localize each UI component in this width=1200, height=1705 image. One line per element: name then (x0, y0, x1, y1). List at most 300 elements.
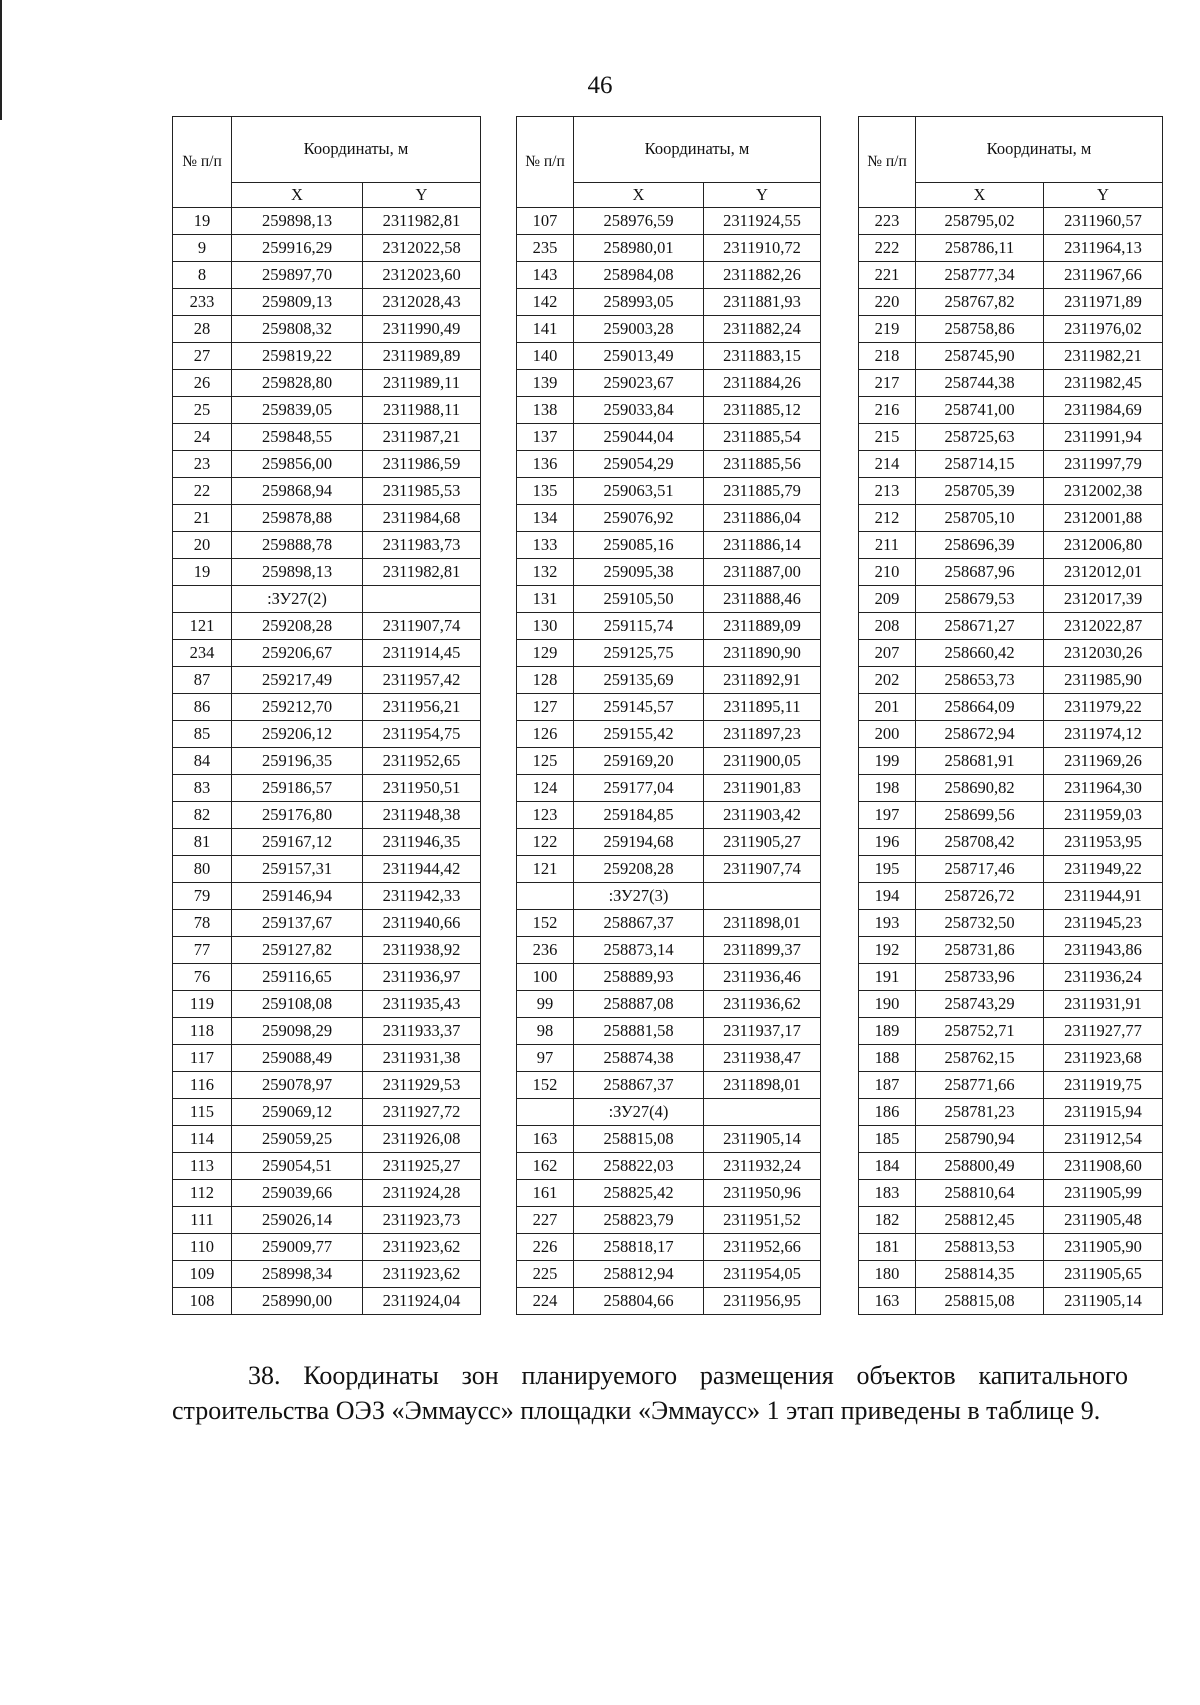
point-number-cell: 107 (517, 208, 574, 235)
header-number: № п/п (517, 117, 574, 208)
y-coordinate-cell: 2311912,54 (1044, 1126, 1163, 1153)
x-coordinate-cell: 258881,58 (574, 1018, 704, 1045)
x-coordinate-cell: 258790,94 (916, 1126, 1044, 1153)
table-row (517, 505, 821, 532)
y-coordinate-cell: 2312001,88 (1044, 505, 1163, 532)
point-number-cell: 97 (517, 1045, 574, 1072)
x-coordinate-cell: 258771,66 (916, 1072, 1044, 1099)
table-row (173, 451, 481, 478)
x-coordinate-cell: 258690,82 (916, 775, 1044, 802)
table-row (173, 613, 481, 640)
point-number-cell: 191 (859, 964, 916, 991)
header-number: № п/п (859, 117, 916, 208)
x-coordinate-cell: 258813,53 (916, 1234, 1044, 1261)
table-row (517, 343, 821, 370)
x-coordinate-cell: 259208,28 (574, 856, 704, 883)
table-row (859, 1072, 1163, 1099)
point-number-cell: 113 (173, 1153, 232, 1180)
x-coordinate-cell: 259194,68 (574, 829, 704, 856)
y-coordinate-cell: 2311925,27 (363, 1153, 481, 1180)
point-number-cell: 136 (517, 451, 574, 478)
point-number-cell: 129 (517, 640, 574, 667)
point-number-cell: 126 (517, 721, 574, 748)
table-row (859, 235, 1163, 262)
y-coordinate-cell: 2311885,56 (704, 451, 821, 478)
table-row (859, 856, 1163, 883)
y-coordinate-cell: 2311882,26 (704, 262, 821, 289)
table-row (173, 289, 481, 316)
table-row (173, 775, 481, 802)
point-number-cell: 100 (517, 964, 574, 991)
x-coordinate-cell: 258726,72 (916, 883, 1044, 910)
table-row (173, 829, 481, 856)
y-coordinate-cell: 2311887,00 (704, 559, 821, 586)
y-coordinate-cell: 2311964,30 (1044, 775, 1163, 802)
y-coordinate-cell: 2311905,65 (1044, 1261, 1163, 1288)
table-row (517, 721, 821, 748)
point-number-cell: 22 (173, 478, 232, 505)
x-coordinate-cell: 259176,80 (232, 802, 363, 829)
table-row (859, 964, 1163, 991)
table-row (517, 1234, 821, 1261)
y-coordinate-cell (704, 1099, 821, 1126)
y-coordinate-cell (704, 883, 821, 910)
point-number-cell: 112 (173, 1180, 232, 1207)
y-coordinate-cell: 2311957,42 (363, 667, 481, 694)
table-row (517, 856, 821, 883)
table-row (859, 883, 1163, 910)
left-margin-line (0, 0, 2, 120)
table-row (517, 586, 821, 613)
table-row (173, 883, 481, 910)
point-number-cell: 196 (859, 829, 916, 856)
y-coordinate-cell: 2311923,68 (1044, 1045, 1163, 1072)
table-row (517, 694, 821, 721)
y-coordinate-cell: 2311914,45 (363, 640, 481, 667)
point-number-cell: 98 (517, 1018, 574, 1045)
table-row (173, 208, 481, 235)
y-coordinate-cell: 2311923,73 (363, 1207, 481, 1234)
x-coordinate-cell: 258867,37 (574, 910, 704, 937)
x-coordinate-cell: 259125,75 (574, 640, 704, 667)
y-coordinate-cell: 2312017,39 (1044, 586, 1163, 613)
point-number-cell: 186 (859, 1099, 916, 1126)
table-row (859, 262, 1163, 289)
x-coordinate-cell: 258741,00 (916, 397, 1044, 424)
point-number-cell: 227 (517, 1207, 574, 1234)
header-coordinates: Координаты, м (574, 117, 821, 183)
point-number-cell: 110 (173, 1234, 232, 1261)
x-coordinate-cell: 258744,38 (916, 370, 1044, 397)
point-number-cell: 140 (517, 343, 574, 370)
y-coordinate-cell: 2311933,37 (363, 1018, 481, 1045)
y-coordinate-cell: 2312022,58 (363, 235, 481, 262)
table-row (859, 505, 1163, 532)
y-coordinate-cell: 2311882,24 (704, 316, 821, 343)
coordinates-table-2 (516, 116, 821, 1315)
table-row (173, 991, 481, 1018)
x-coordinate-cell: 259828,80 (232, 370, 363, 397)
point-number-cell: 188 (859, 1045, 916, 1072)
y-coordinate-cell: 2311910,72 (704, 235, 821, 262)
y-coordinate-cell: 2311907,74 (363, 613, 481, 640)
x-coordinate-cell: 259878,88 (232, 505, 363, 532)
x-coordinate-cell: 258681,91 (916, 748, 1044, 775)
point-number-cell: 200 (859, 721, 916, 748)
header-coordinates: Координаты, м (916, 117, 1163, 183)
x-coordinate-cell: 259116,65 (232, 964, 363, 991)
point-number-cell: 213 (859, 478, 916, 505)
point-number-cell: 134 (517, 505, 574, 532)
point-number-cell: 24 (173, 424, 232, 451)
x-coordinate-cell: 259868,94 (232, 478, 363, 505)
x-coordinate-cell: 259108,08 (232, 991, 363, 1018)
y-coordinate-cell: 2311885,54 (704, 424, 821, 451)
table-row (859, 559, 1163, 586)
y-coordinate-cell: 2311940,66 (363, 910, 481, 937)
table-row (173, 235, 481, 262)
table-row (173, 748, 481, 775)
table-row (517, 1288, 821, 1315)
table-row (517, 964, 821, 991)
y-coordinate-cell: 2311989,11 (363, 370, 481, 397)
point-number-cell: 137 (517, 424, 574, 451)
x-coordinate-cell: 258795,02 (916, 208, 1044, 235)
x-coordinate-cell: 259078,97 (232, 1072, 363, 1099)
table-row (859, 1126, 1163, 1153)
point-number-cell: 222 (859, 235, 916, 262)
x-coordinate-cell: 259916,29 (232, 235, 363, 262)
x-coordinate-cell: 259888,78 (232, 532, 363, 559)
y-coordinate-cell: 2311953,95 (1044, 829, 1163, 856)
point-number-cell: 78 (173, 910, 232, 937)
table-row (859, 424, 1163, 451)
x-coordinate-cell: 258823,79 (574, 1207, 704, 1234)
y-coordinate-cell: 2311946,35 (363, 829, 481, 856)
point-number-cell: 219 (859, 316, 916, 343)
x-coordinate-cell: 259206,12 (232, 721, 363, 748)
table-row (517, 613, 821, 640)
table-row (859, 397, 1163, 424)
y-coordinate-cell: 2311991,94 (1044, 424, 1163, 451)
y-coordinate-cell: 2311926,08 (363, 1126, 481, 1153)
x-coordinate-cell: 258815,08 (574, 1126, 704, 1153)
table-row (173, 910, 481, 937)
point-number-cell: 215 (859, 424, 916, 451)
x-coordinate-cell: 258717,46 (916, 856, 1044, 883)
x-coordinate-cell: 258887,08 (574, 991, 704, 1018)
table-row (517, 883, 821, 910)
x-coordinate-cell: 259098,29 (232, 1018, 363, 1045)
x-coordinate-cell: 258767,82 (916, 289, 1044, 316)
x-coordinate-cell: 259095,38 (574, 559, 704, 586)
table-row (173, 370, 481, 397)
x-coordinate-cell: 259088,49 (232, 1045, 363, 1072)
y-coordinate-cell: 2311924,55 (704, 208, 821, 235)
x-coordinate-cell: 258867,37 (574, 1072, 704, 1099)
table-row (173, 964, 481, 991)
x-coordinate-cell: 259127,82 (232, 937, 363, 964)
table-row (173, 586, 481, 613)
point-number-cell: 28 (173, 316, 232, 343)
table-row (173, 424, 481, 451)
x-coordinate-cell: 259026,14 (232, 1207, 363, 1234)
point-number-cell: 161 (517, 1180, 574, 1207)
x-coordinate-cell: 259184,85 (574, 802, 704, 829)
x-coordinate-cell: 259897,70 (232, 262, 363, 289)
point-number-cell (173, 586, 232, 613)
x-coordinate-cell: 259063,51 (574, 478, 704, 505)
y-coordinate-cell: 2311885,79 (704, 478, 821, 505)
y-coordinate-cell: 2311927,77 (1044, 1018, 1163, 1045)
y-coordinate-cell: 2311959,03 (1044, 802, 1163, 829)
point-number-cell: 118 (173, 1018, 232, 1045)
table-row (173, 1018, 481, 1045)
x-coordinate-cell: 259054,51 (232, 1153, 363, 1180)
table-row (173, 721, 481, 748)
x-coordinate-cell: 258781,23 (916, 1099, 1044, 1126)
y-coordinate-cell: 2311945,23 (1044, 910, 1163, 937)
point-number-cell: 25 (173, 397, 232, 424)
table-row (173, 1180, 481, 1207)
point-number-cell: 226 (517, 1234, 574, 1261)
y-coordinate-cell (363, 586, 481, 613)
table-row (859, 370, 1163, 397)
point-number-cell: 128 (517, 667, 574, 694)
y-coordinate-cell: 2311943,86 (1044, 937, 1163, 964)
point-number-cell: 212 (859, 505, 916, 532)
x-coordinate-cell: 259039,66 (232, 1180, 363, 1207)
point-number-cell: 189 (859, 1018, 916, 1045)
point-number-cell: 233 (173, 289, 232, 316)
point-number-cell: 83 (173, 775, 232, 802)
point-number-cell: 211 (859, 532, 916, 559)
table-row (517, 370, 821, 397)
y-coordinate-cell: 2311936,97 (363, 964, 481, 991)
point-number-cell: 87 (173, 667, 232, 694)
coordinates-table-1 (172, 116, 481, 1315)
point-number-cell: 125 (517, 748, 574, 775)
point-number-cell: 84 (173, 748, 232, 775)
y-coordinate-cell: 2311905,90 (1044, 1234, 1163, 1261)
table-row (859, 937, 1163, 964)
x-coordinate-cell: 258804,66 (574, 1288, 704, 1315)
point-number-cell: 185 (859, 1126, 916, 1153)
table-row (517, 1126, 821, 1153)
x-coordinate-cell: 258714,15 (916, 451, 1044, 478)
point-number-cell: 130 (517, 613, 574, 640)
point-number-cell: 116 (173, 1072, 232, 1099)
point-number-cell: 77 (173, 937, 232, 964)
y-coordinate-cell: 2311983,73 (363, 532, 481, 559)
table-row (173, 1234, 481, 1261)
table-row (517, 1099, 821, 1126)
y-coordinate-cell: 2311997,79 (1044, 451, 1163, 478)
y-coordinate-cell: 2311951,52 (704, 1207, 821, 1234)
point-number-cell (517, 1099, 574, 1126)
point-number-cell: 141 (517, 316, 574, 343)
table-row (173, 1288, 481, 1315)
x-coordinate-cell: 259808,32 (232, 316, 363, 343)
y-coordinate-cell: 2311952,66 (704, 1234, 821, 1261)
table-row (859, 1045, 1163, 1072)
y-coordinate-cell: 2311897,23 (704, 721, 821, 748)
y-coordinate-cell: 2311907,74 (704, 856, 821, 883)
y-coordinate-cell: 2311954,05 (704, 1261, 821, 1288)
x-coordinate-cell: 258745,90 (916, 343, 1044, 370)
x-coordinate-cell: 258732,50 (916, 910, 1044, 937)
table-row (517, 910, 821, 937)
point-number-cell: 19 (173, 559, 232, 586)
section-label-cell: :ЗУ27(4) (574, 1099, 704, 1126)
y-coordinate-cell: 2311889,09 (704, 613, 821, 640)
y-coordinate-cell: 2311883,15 (704, 343, 821, 370)
y-coordinate-cell: 2311982,81 (363, 208, 481, 235)
y-coordinate-cell: 2311886,04 (704, 505, 821, 532)
table-row (173, 694, 481, 721)
y-coordinate-cell: 2311931,91 (1044, 991, 1163, 1018)
point-number-cell: 108 (173, 1288, 232, 1315)
y-coordinate-cell: 2312006,80 (1044, 532, 1163, 559)
y-coordinate-cell: 2312023,60 (363, 262, 481, 289)
x-coordinate-cell: 259085,16 (574, 532, 704, 559)
table-row (517, 289, 821, 316)
x-coordinate-cell: 259169,20 (574, 748, 704, 775)
table-row (173, 532, 481, 559)
point-number-cell: 79 (173, 883, 232, 910)
point-number-cell: 223 (859, 208, 916, 235)
point-number-cell: 152 (517, 1072, 574, 1099)
table-row (517, 640, 821, 667)
x-coordinate-cell: 258825,42 (574, 1180, 704, 1207)
y-coordinate-cell: 2311927,72 (363, 1099, 481, 1126)
point-number-cell: 195 (859, 856, 916, 883)
table-row (173, 640, 481, 667)
y-coordinate-cell: 2311967,66 (1044, 262, 1163, 289)
y-coordinate-cell: 2311964,13 (1044, 235, 1163, 262)
x-coordinate-cell: 258815,08 (916, 1288, 1044, 1315)
point-number-cell: 143 (517, 262, 574, 289)
y-coordinate-cell: 2311905,27 (704, 829, 821, 856)
table-row (517, 559, 821, 586)
point-number-cell: 23 (173, 451, 232, 478)
y-coordinate-cell: 2311984,69 (1044, 397, 1163, 424)
y-coordinate-cell: 2311982,81 (363, 559, 481, 586)
point-number-cell: 182 (859, 1207, 916, 1234)
x-coordinate-cell: 259157,31 (232, 856, 363, 883)
y-coordinate-cell: 2311987,21 (363, 424, 481, 451)
y-coordinate-cell: 2311936,62 (704, 991, 821, 1018)
point-number-cell: 234 (173, 640, 232, 667)
y-coordinate-cell: 2311986,59 (363, 451, 481, 478)
point-number-cell: 216 (859, 397, 916, 424)
x-coordinate-cell: 259167,12 (232, 829, 363, 856)
header-x: X (574, 183, 704, 208)
point-number-cell: 121 (517, 856, 574, 883)
x-coordinate-cell: 259217,49 (232, 667, 363, 694)
x-coordinate-cell: 259076,92 (574, 505, 704, 532)
point-number-cell: 192 (859, 937, 916, 964)
point-number-cell: 202 (859, 667, 916, 694)
table-row (517, 262, 821, 289)
table-row (173, 856, 481, 883)
y-coordinate-cell: 2311931,38 (363, 1045, 481, 1072)
y-coordinate-cell: 2312030,26 (1044, 640, 1163, 667)
x-coordinate-cell: 258800,49 (916, 1153, 1044, 1180)
y-coordinate-cell: 2311888,46 (704, 586, 821, 613)
table-row (859, 640, 1163, 667)
x-coordinate-cell: 259186,57 (232, 775, 363, 802)
x-coordinate-cell: 259044,04 (574, 424, 704, 451)
table-row (859, 1018, 1163, 1045)
x-coordinate-cell: 258873,14 (574, 937, 704, 964)
point-number-cell: 183 (859, 1180, 916, 1207)
table-row (859, 1234, 1163, 1261)
table-row (173, 667, 481, 694)
x-coordinate-cell: 258725,63 (916, 424, 1044, 451)
table-row (517, 1153, 821, 1180)
y-coordinate-cell: 2312002,38 (1044, 478, 1163, 505)
y-coordinate-cell: 2311885,12 (704, 397, 821, 424)
point-number-cell: 224 (517, 1288, 574, 1315)
table-row (517, 316, 821, 343)
table-row (517, 667, 821, 694)
y-coordinate-cell: 2312012,01 (1044, 559, 1163, 586)
table-row (173, 1045, 481, 1072)
x-coordinate-cell: 259898,13 (232, 559, 363, 586)
y-coordinate-cell: 2311956,21 (363, 694, 481, 721)
point-number-cell: 162 (517, 1153, 574, 1180)
y-coordinate-cell: 2311892,91 (704, 667, 821, 694)
y-coordinate-cell: 2311900,05 (704, 748, 821, 775)
y-coordinate-cell: 2311984,68 (363, 505, 481, 532)
coordinates-table-3 (858, 116, 1163, 1315)
table-row (859, 1207, 1163, 1234)
point-number-cell: 9 (173, 235, 232, 262)
y-coordinate-cell: 2311989,89 (363, 343, 481, 370)
y-coordinate-cell: 2311919,75 (1044, 1072, 1163, 1099)
x-coordinate-cell: 258672,94 (916, 721, 1044, 748)
point-number-cell: 236 (517, 937, 574, 964)
x-coordinate-cell: 258708,42 (916, 829, 1044, 856)
point-number-cell: 221 (859, 262, 916, 289)
point-number-cell: 152 (517, 910, 574, 937)
point-number-cell: 81 (173, 829, 232, 856)
x-coordinate-cell: 258874,38 (574, 1045, 704, 1072)
table-row (173, 1207, 481, 1234)
table-row (859, 910, 1163, 937)
y-coordinate-cell: 2311976,02 (1044, 316, 1163, 343)
y-coordinate-cell: 2311985,90 (1044, 667, 1163, 694)
y-coordinate-cell: 2312022,87 (1044, 613, 1163, 640)
y-coordinate-cell: 2311908,60 (1044, 1153, 1163, 1180)
x-coordinate-cell: 259145,57 (574, 694, 704, 721)
table-row (517, 424, 821, 451)
y-coordinate-cell: 2311942,33 (363, 883, 481, 910)
x-coordinate-cell: 258814,35 (916, 1261, 1044, 1288)
x-coordinate-cell: 259137,67 (232, 910, 363, 937)
table-row (173, 397, 481, 424)
point-number-cell: 20 (173, 532, 232, 559)
x-coordinate-cell: 258664,09 (916, 694, 1044, 721)
y-coordinate-cell: 2311937,17 (704, 1018, 821, 1045)
table-row (173, 478, 481, 505)
y-coordinate-cell: 2311915,94 (1044, 1099, 1163, 1126)
x-coordinate-cell: 259819,22 (232, 343, 363, 370)
x-coordinate-cell: 259013,49 (574, 343, 704, 370)
y-coordinate-cell: 2311982,21 (1044, 343, 1163, 370)
x-coordinate-cell: 258822,03 (574, 1153, 704, 1180)
